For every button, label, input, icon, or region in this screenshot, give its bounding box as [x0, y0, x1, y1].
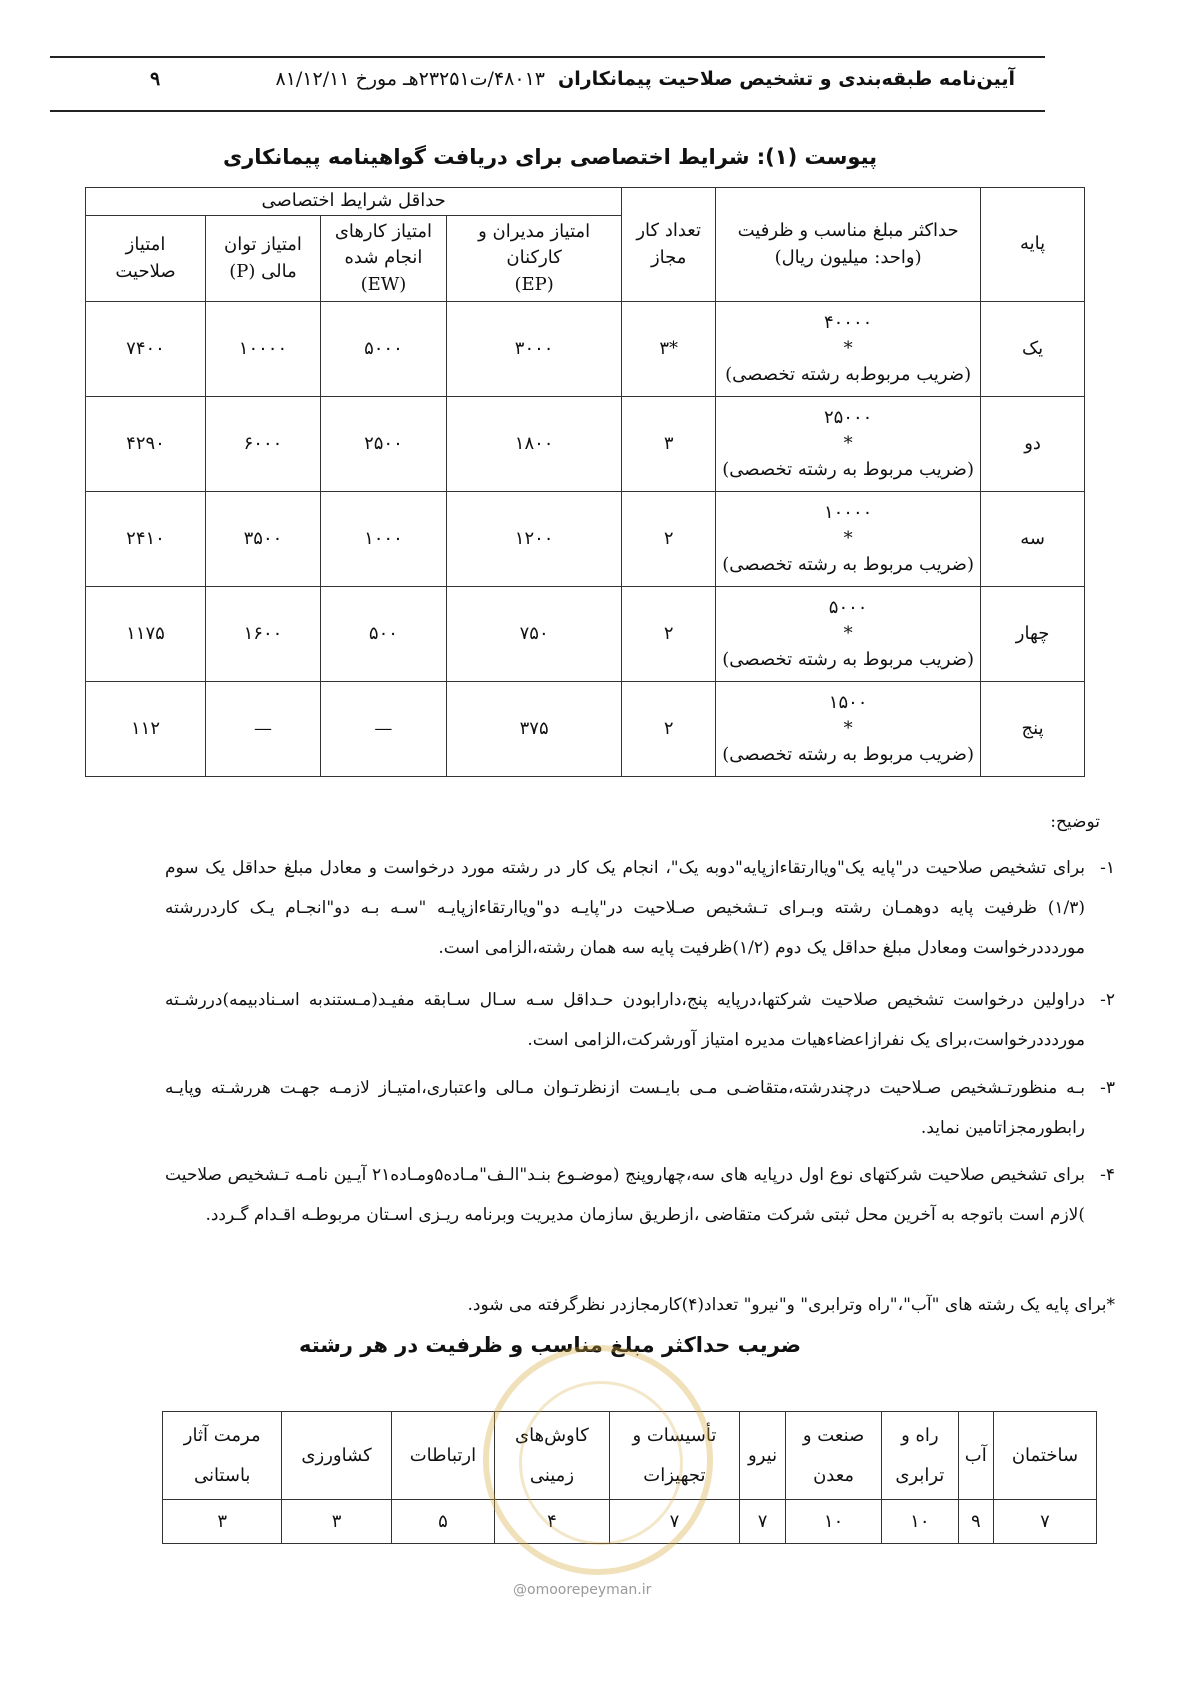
note-4	[165, 1155, 1115, 1235]
coef-value-cell: ۱۰	[882, 1500, 959, 1544]
note-2	[165, 980, 1115, 1060]
jobs-cell: ۲	[622, 587, 716, 682]
ew-cell: ۱۰۰۰	[320, 492, 446, 587]
qualification-cell: ۱۱۲	[86, 682, 206, 777]
header-qualification: امتیاز صلاحیت	[86, 216, 206, 302]
coefficient-table	[162, 1411, 1097, 1544]
header-title: آیین‌نامه طبقه‌بندی و تشخیص صلاحیت پیمانکاران	[557, 68, 1015, 90]
jobs-cell: *۳	[622, 302, 716, 397]
header-ew: امتیاز کارهای انجام شده (EW)	[320, 216, 446, 302]
qualification-cell: ۱۱۷۵	[86, 587, 206, 682]
requirements-table	[85, 187, 1085, 777]
ew-cell: ۲۵۰۰	[320, 397, 446, 492]
header-bottom-rule	[50, 110, 1045, 112]
coef-header-cell: صنعت و معدن	[786, 1412, 882, 1500]
p-cell: ۶۰۰۰	[206, 397, 321, 492]
footnote-text: *برای پایه یک رشته های "آب"،"راه وترابری" و"نیرو" تعداد(۴)کارمجازدر نظرگرفته می شود.	[467, 1295, 1115, 1315]
coef-value-cell: ۹	[958, 1500, 993, 1544]
coef-value-cell: ۷	[609, 1500, 739, 1544]
ep-cell: ۳۰۰۰	[446, 302, 621, 397]
qualification-cell: ۷۴۰۰	[86, 302, 206, 397]
coef-header-cell: ارتباطات	[391, 1412, 494, 1500]
coefficient-title: ضریب حداکثر مبلغ مناسب و ظرفیت در هر رشته	[298, 1333, 802, 1357]
grade-cell: سه	[981, 492, 1085, 587]
capacity-cell: ۴۰۰۰۰ * (ضریب مربوط‌به رشته تخصصی)	[716, 302, 981, 397]
grade-cell: چهار	[981, 587, 1085, 682]
header-min-conditions: حداقل شرایط اختصاصی	[86, 188, 622, 216]
qualification-cell: ۲۴۱۰	[86, 492, 206, 587]
coef-header-cell: نیرو	[740, 1412, 786, 1500]
jobs-cell: ۲	[622, 682, 716, 777]
note-label: ۱-	[1100, 858, 1115, 878]
header-grade: پایه	[981, 188, 1085, 302]
ew-cell: ۵۰۰	[320, 587, 446, 682]
note-3	[165, 1068, 1115, 1148]
coef-header-cell: تأسیسات و تجهیزات	[609, 1412, 739, 1500]
p-cell: ۳۵۰۰	[206, 492, 321, 587]
footnote	[165, 1285, 1115, 1325]
coef-header-cell: کاوش‌های زمینی	[495, 1412, 610, 1500]
table-row	[86, 492, 1085, 587]
table-row	[86, 302, 1085, 397]
table-row	[86, 397, 1085, 492]
grade-cell: یک	[981, 302, 1085, 397]
ep-cell: ۱۲۰۰	[446, 492, 621, 587]
coef-header-cell: ساختمان	[993, 1412, 1096, 1500]
ep-cell: ۷۵۰	[446, 587, 621, 682]
grade-cell: دو	[981, 397, 1085, 492]
ew-cell: ۵۰۰۰	[320, 302, 446, 397]
note-text: برای تشخیص صلاحیت شرکتهای نوع اول درپایه های سه،چهاروپنج (موضـوع بنـد"الـف"مـاده۵ومـاده۲۱ آیـین نامـه تـشخیص صلاحیت )لازم است باتوجه به آخرین محل ثبتی شرکت متقاضی ،ازطریق سازمان مدیریت وبرنامه ریـزی اسـتان مربوطـه اقـدام گـردد.	[165, 1165, 1085, 1225]
coef-value-cell: ۱۰	[786, 1500, 882, 1544]
ep-cell: ۳۷۵	[446, 682, 621, 777]
grade-cell: پنج	[981, 682, 1085, 777]
page-header	[50, 68, 1045, 100]
coef-header-row	[163, 1412, 1097, 1500]
jobs-cell: ۲	[622, 492, 716, 587]
coef-value-cell: ۷	[993, 1500, 1096, 1544]
coef-value-cell: ۷	[740, 1500, 786, 1544]
coef-header-cell: کشاورزی	[282, 1412, 391, 1500]
coef-value-row	[163, 1500, 1097, 1544]
header-capacity: حداکثر مبلغ مناسب و ظرفیت (واحد: میلیون ریال)	[716, 188, 981, 302]
header-ep: امتیاز مدیران و کارکنان (EP)	[446, 216, 621, 302]
table-row	[86, 587, 1085, 682]
jobs-cell: ۳	[622, 397, 716, 492]
header-reference: ۴۸۰۱۳/ت۲۳۲۵۱هـ مورخ ۸۱/۱۲/۱۱	[275, 68, 545, 90]
ew-cell: —	[320, 682, 446, 777]
header-p: امتیاز توان مالی (P)	[206, 216, 321, 302]
coef-value-cell: ۵	[391, 1500, 494, 1544]
note-text: دراولین درخواست تشخیص صلاحیت شرکتها،درپایه پنج،دارابودن حـداقل سـه سـال سـابقه مفیـد(مـستندبه اسـنادبیمه)دررشـته موردددرخواست،برای یک نفرازاعضاءهیات مدیره امتیاز آورشرکت،الزامی است.	[165, 990, 1085, 1050]
coef-value-cell: ۳	[163, 1500, 282, 1544]
note-text: برای تشخیص صلاحیت در"پایه یک"ویاارتقاءازپایه"دوبه یک"، انجام یک کار در رشته مورد درخواست و معادل مبلغ حداقل یک سوم (۱/۳) ظرفیت پایه دوهمـان رشته وبـرای تـشخیص صـلاحیت در"پایـه دو"ویاارتقاءازپایـه "سـه بـه دو"انجـام یـک کاردررشته موردددرخواست ومعادل مبلغ حداقل یک دوم (۱/۲)ظرفیت پایه سه همان رشته،الزامی است.	[165, 858, 1085, 958]
p-cell: ۱۶۰۰	[206, 587, 321, 682]
capacity-cell: ۵۰۰۰ * (ضریب مربوط به رشته تخصصی)	[716, 587, 981, 682]
capacity-cell: ۱۵۰۰ * (ضریب مربوط به رشته تخصصی)	[716, 682, 981, 777]
notes-heading: توضیح:	[1050, 812, 1100, 832]
ep-cell: ۱۸۰۰	[446, 397, 621, 492]
table-row	[86, 682, 1085, 777]
note-label: ۲-	[1100, 990, 1115, 1010]
note-label: ۴-	[1100, 1165, 1115, 1185]
appendix-title: پیوست (۱): شرایط اختصاصی برای دریافت گواهینامه پیمانکاری	[222, 145, 878, 169]
header-top-rule	[50, 56, 1045, 58]
coef-value-cell: ۴	[495, 1500, 610, 1544]
qualification-cell: ۴۲۹۰	[86, 397, 206, 492]
note-text: بـه منظورتـشخیص صـلاحیت درچندرشته،متقاضـی مـی بایـست ازنظرتـوان مـالی واعتباری،امتیـاز لازمـه جهـت هررشـته وپایـه رابطورمجزاتامین نماید.	[165, 1078, 1085, 1138]
p-cell: ۱۰۰۰۰	[206, 302, 321, 397]
note-label: ۳-	[1100, 1078, 1115, 1098]
watermark: @omoorepeyman.ir	[513, 1582, 652, 1598]
capacity-cell: ۲۵۰۰۰ * (ضریب مربوط به رشته تخصصی)	[716, 397, 981, 492]
note-1	[165, 848, 1115, 968]
coef-header-cell: راه و ترابری	[882, 1412, 959, 1500]
header-allowed-jobs: تعداد کار مجاز	[622, 188, 716, 302]
coef-header-cell: آب	[958, 1412, 993, 1500]
p-cell: —	[206, 682, 321, 777]
page-number: ۹	[150, 68, 161, 90]
coef-header-cell: مرمت آثار باستانی	[163, 1412, 282, 1500]
capacity-cell: ۱۰۰۰۰ * (ضریب مربوط به رشته تخصصی)	[716, 492, 981, 587]
coef-value-cell: ۳	[282, 1500, 391, 1544]
